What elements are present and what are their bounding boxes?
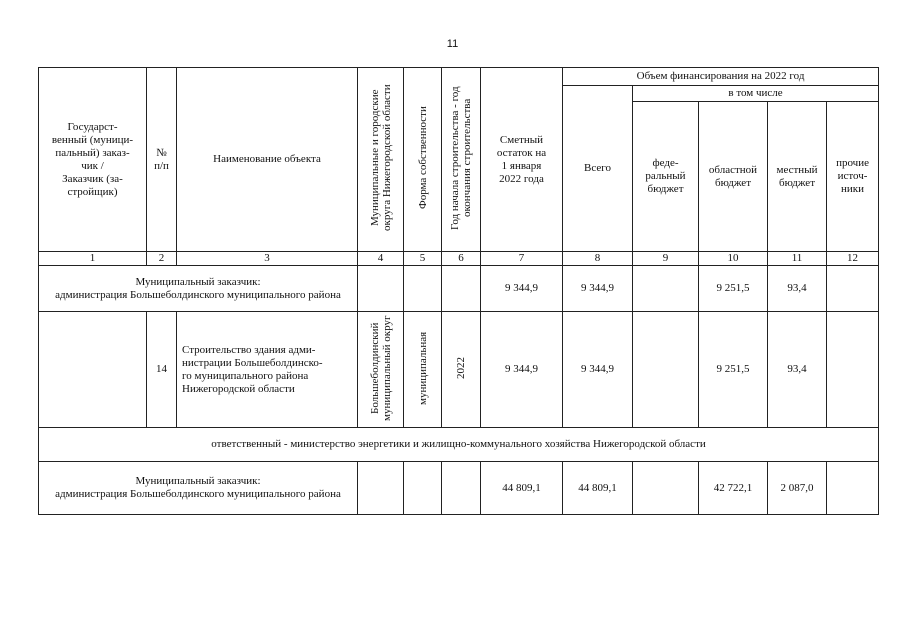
header-ownership-form (404, 68, 442, 252)
column-number: 12 (827, 252, 879, 266)
column-number: 8 (563, 252, 633, 266)
table-row (39, 462, 879, 515)
year-text: 2022 (455, 356, 467, 379)
district-cell (358, 462, 404, 515)
column-number: 4 (358, 252, 404, 266)
year-cell (442, 312, 481, 428)
header-municipal-district-text: Муниципальные и городские округа Нижегородской области (368, 84, 393, 231)
federal-budget-cell (633, 462, 699, 515)
column-number: 5 (404, 252, 442, 266)
year-cell (442, 266, 481, 312)
column-number: 2 (147, 252, 177, 266)
object-name-cell: Строительство здания адми- нистрации Большеболдинско- го муниципального района Нижегородской области (177, 312, 358, 428)
header-including: в том числе (633, 86, 879, 102)
local-budget-cell: 93,4 (768, 312, 827, 428)
customer-cell: Муниципальный заказчик: администрация Большеболдинского муниципального района (39, 462, 358, 515)
header-local-budget: местный бюджет (768, 102, 827, 252)
regional-budget-cell: 9 251,5 (699, 312, 768, 428)
header-construction-years-text: Год начала строительства - год окончания строительства (449, 85, 473, 230)
column-number: 11 (768, 252, 827, 266)
ownership-cell (404, 312, 442, 428)
district-text: Большеболдинский муниципальный округ (368, 314, 393, 421)
header-total: Всего (563, 86, 633, 252)
ownership-text: муниципальная (416, 330, 429, 405)
ownership-cell (404, 266, 442, 312)
header-estimated-balance: Сметный остаток на 1 января 2022 года (481, 68, 563, 252)
total-cell: 9 344,9 (563, 312, 633, 428)
other-sources-cell (827, 462, 879, 515)
regional-budget-cell: 9 251,5 (699, 266, 768, 312)
header-funding-volume: Объем финансирования на 2022 год (563, 68, 879, 86)
other-sources-cell (827, 266, 879, 312)
column-number: 6 (442, 252, 481, 266)
federal-budget-cell (633, 266, 699, 312)
column-number-row (39, 252, 879, 266)
column-number: 10 (699, 252, 768, 266)
estimated-balance-cell: 9 344,9 (481, 266, 563, 312)
header-municipal-district (358, 68, 404, 252)
column-number: 9 (633, 252, 699, 266)
total-cell: 9 344,9 (563, 266, 633, 312)
header-customer: Государст- венный (муници- пальный) заказ- чик / Заказчик (за- стройщик) (39, 68, 147, 252)
estimated-balance-cell: 9 344,9 (481, 312, 563, 428)
header-construction-years (442, 68, 481, 252)
column-number: 7 (481, 252, 563, 266)
customer-cell: Муниципальный заказчик: администрация Большеболдинского муниципального района (39, 266, 358, 312)
table-row (39, 312, 879, 428)
table-row (39, 266, 879, 312)
estimated-balance-cell: 44 809,1 (481, 462, 563, 515)
customer-cell (39, 312, 147, 428)
capital-investment-table (38, 67, 879, 515)
year-cell (442, 462, 481, 515)
header-object-name: Наименование объекта (177, 68, 358, 252)
column-number: 1 (39, 252, 147, 266)
header-num: № п/п (147, 68, 177, 252)
column-number: 3 (177, 252, 358, 266)
responsible-row (39, 428, 879, 462)
header-regional-budget: областной бюджет (699, 102, 768, 252)
total-cell: 44 809,1 (563, 462, 633, 515)
responsible-cell: ответственный - министерство энергетики и жилищно-коммунального хозяйства Нижегородской области (39, 428, 879, 462)
local-budget-cell: 2 087,0 (768, 462, 827, 515)
federal-budget-cell (633, 312, 699, 428)
local-budget-cell: 93,4 (768, 266, 827, 312)
num-cell: 14 (147, 312, 177, 428)
page-number: 11 (446, 38, 459, 50)
header-federal-budget: феде- ральный бюджет (633, 102, 699, 252)
ownership-cell (404, 462, 442, 515)
header-other-sources: прочие источ- ники (827, 102, 879, 252)
district-cell (358, 266, 404, 312)
regional-budget-cell: 42 722,1 (699, 462, 768, 515)
header-ownership-form-text: Форма собственности (416, 106, 429, 209)
other-sources-cell (827, 312, 879, 428)
district-cell (358, 312, 404, 428)
